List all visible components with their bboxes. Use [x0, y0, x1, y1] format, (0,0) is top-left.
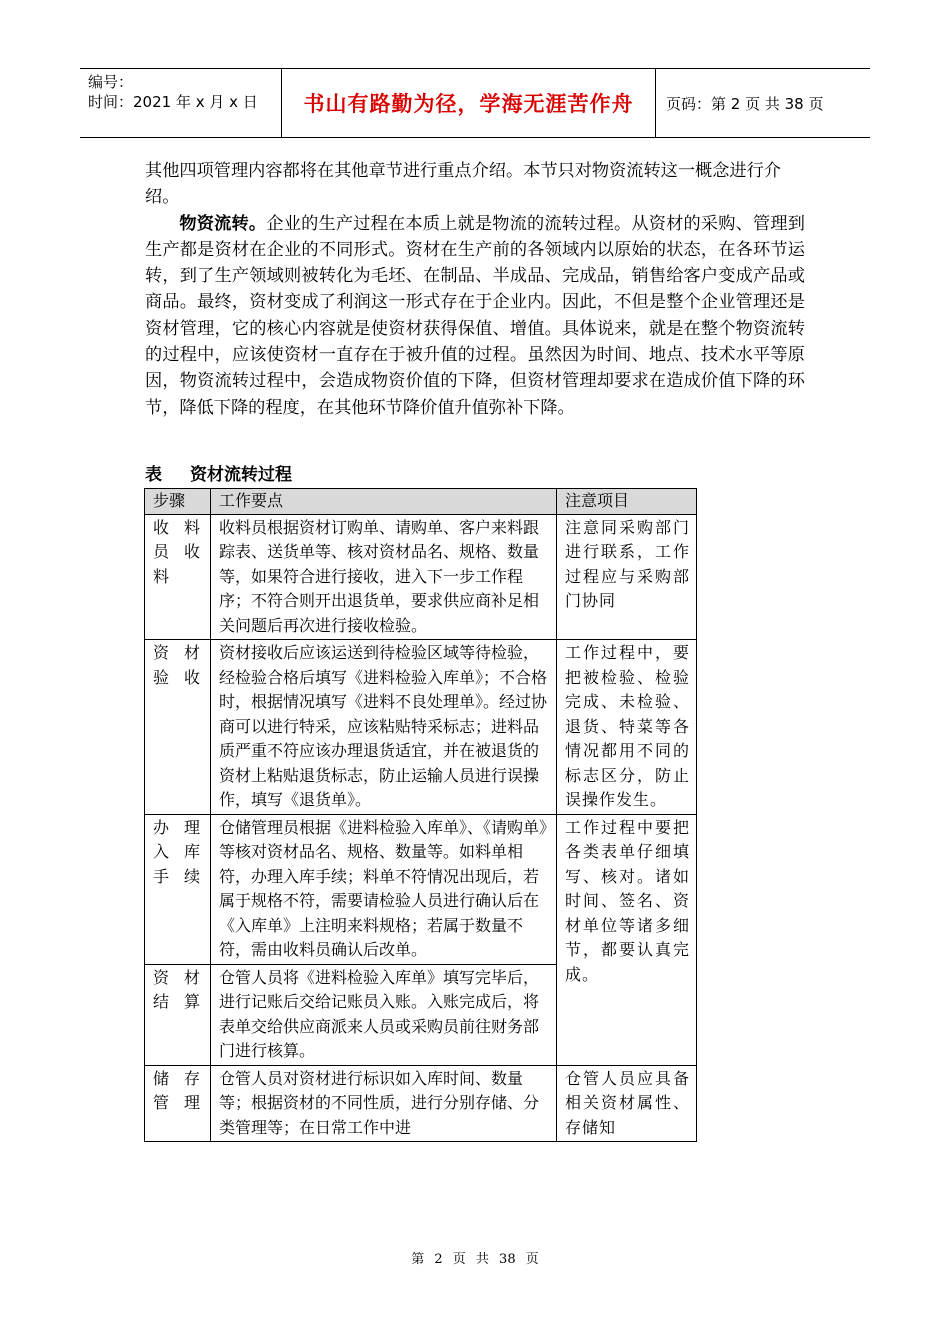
step-cell: 资材结算: [145, 964, 211, 1065]
table-caption: [145, 460, 292, 485]
points-cell: 仓储管理员根据《进料检验入库单》、《请购单》等核对资材品名、规格、数量等。如料单相符，办理入库手续；料单不符情况出现后，若属于规格不符，需要请检验人员进行确认后在《入库单》上注明来料规格；若属于数量不符，需由收料员确认后改单。: [211, 814, 557, 964]
header-step: 步骤: [145, 489, 211, 515]
table-caption-prefix: 表: [145, 465, 162, 485]
paragraph-2-text: 企业的生产过程在本质上就是物流的流转过程。从资材的采购、管理到生产都是资材在企业的不同形式。资材在生产前的各领域内以原始的状态，在各环节运转，到了生产领域则被转化为毛坯、在制品、半成品、完成品，销售给客户变成产品或商品。最终，资材变成了利润这一形式存在于企业内。因此，不但是整个企业管理还是资材管理，它的核心内容就是使资材获得保值、增值。具体说来，就是在整个物资流转的过程中，应该使资材一直存在于被升值的过程。虽然因为时间、地点、技术水平等原因，物资流转过程中，会造成物资价值的下降，但资材管理却要求在造成价值下降的环节，降低下降的程度，在其他环节降价值升值弥补下降。: [145, 213, 805, 418]
page-footer: 第 2 页 共 38 页: [411, 1252, 539, 1267]
points-cell: 仓管人员将《进料检验入库单》填写完毕后，进行记账后交给记账员入账。入账完成后，将表单交给供应商派来人员或采购员前往财务部门进行核算。: [211, 964, 557, 1065]
table-row: [145, 514, 697, 640]
table-row: [145, 640, 697, 815]
paragraph-2: [145, 211, 805, 421]
note-cell: 工作过程中要把各类表单仔细填写、核对。诸如时间、签名、资材单位等诸多细节，都要认真完成。: [557, 814, 697, 1065]
step-cell: 办理入库手续: [145, 814, 211, 964]
header-points: 工作要点: [211, 489, 557, 515]
header-meta: [80, 69, 282, 137]
header-note: 注意项目: [557, 489, 697, 515]
date-label: 时间：2021 年 x 月 x 日: [88, 93, 258, 111]
table-row: [145, 814, 697, 964]
table-row: [145, 1065, 697, 1142]
body-text: [145, 158, 805, 421]
process-table: [144, 488, 697, 1142]
step-cell: 资材验收: [145, 640, 211, 815]
paragraph-1: 其他四项管理内容都将在其他章节进行重点介绍。本节只对物资流转这一概念进行介绍。: [145, 161, 781, 208]
header-page-label: 页码：第 2 页 共 38 页: [666, 95, 824, 113]
table-header-row: [145, 489, 697, 515]
number-label: 编号：: [88, 73, 134, 91]
points-cell: 资材接收后应该运送到待检验区域等待检验，经检验合格后填写《进料检验入库单》；不合格时，根据情况填写《进料不良处理单》。经过协商可以进行特采，应该粘贴特采标志；进料品质严重不符应该办理退货适宜，并在被退货的资材上粘贴退货标志，防止运输人员进行误操作，填写《退货单》。: [211, 640, 557, 815]
page-header: [80, 68, 870, 138]
table-caption-title: 资材流转过程: [190, 465, 292, 485]
step-cell: 收料员收料: [145, 514, 211, 640]
points-cell: 仓管人员对资材进行标识如入库时间、数量等；根据资材的不同性质，进行分别存储、分类管理等；在日常工作中进: [211, 1065, 557, 1142]
points-cell: 收料员根据资材订购单、请购单、客户来料跟踪表、送货单等、核对资材品名、规格、数量等，如果符合进行接收，进入下一步工作程序；不符合则开出退货单，要求供应商补足相关问题后再次进行接收检验。: [211, 514, 557, 640]
note-cell: 仓管人员应具备相关资材属性、存储知: [557, 1065, 697, 1142]
note-cell: 工作过程中，要把被检验、检验完成、未检验、退货、特菜等各情况都用不同的标志区分，防止误操作发生。: [557, 640, 697, 815]
note-cell: 注意同采购部门进行联系，工作过程应与采购部门协同: [557, 514, 697, 640]
step-cell: 储存管理: [145, 1065, 211, 1142]
header-motto: 书山有路勤为径，学海无涯苦作舟: [282, 69, 656, 137]
paragraph-2-heading: 物资流转。: [179, 213, 267, 234]
